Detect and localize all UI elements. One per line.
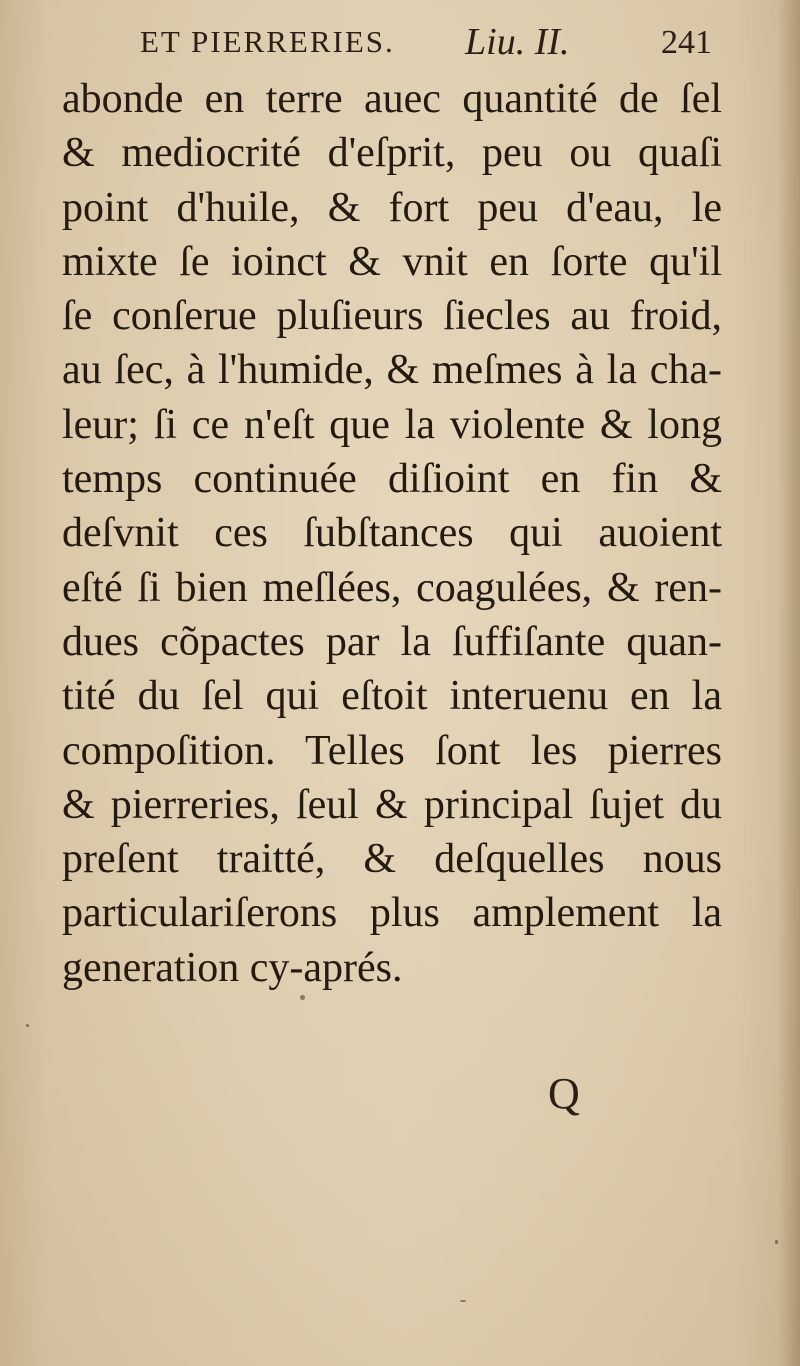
text-line: dues cõpactes par la ſuffiſante quan-	[62, 618, 722, 665]
text-line: deſvnit ces ſubſtances qui auoient	[62, 510, 722, 557]
text-line: mixte ſe ioinct & vnit en ſorte qu'il	[62, 238, 722, 285]
body-text	[62, 72, 722, 995]
page-edge-shadow	[778, 0, 800, 1366]
text-line: & mediocrité d'eſprit, peu ou quaſi	[62, 130, 722, 177]
paper-speck	[300, 995, 305, 1000]
paper-speck	[26, 1024, 29, 1027]
text-line: point d'huile, & fort peu d'eau, le	[62, 184, 722, 231]
text-line: preſent traitté, & deſquelles nous	[62, 836, 722, 883]
text-line: leur; ſi ce n'eſt que la violente & long	[62, 401, 722, 448]
paper-speck	[775, 1240, 778, 1244]
book-reference: Liu. II.	[465, 21, 570, 63]
text-line: abonde en terre auec quantité de ſel	[62, 76, 722, 122]
text-line: tité du ſel qui eſtoit interuenu en la	[62, 673, 722, 720]
text-line: au ſec, à l'humide, & meſmes à la cha-	[62, 347, 722, 394]
text-line: particulariſerons plus amplement la	[62, 890, 722, 937]
text-line: & pierreries, ſeul & principal ſujet du	[62, 781, 722, 828]
text-line-last: generation cy-aprés.	[62, 944, 403, 991]
text-line: temps continuée diſioint en fin &	[62, 456, 722, 503]
signature-mark: Q	[548, 1069, 580, 1118]
paper-speck	[460, 1300, 466, 1302]
text-line: ſe conſerue pluſieurs ſiecles au froid,	[62, 293, 722, 340]
running-title: ET PIERRERIES.	[140, 24, 395, 59]
page-header	[140, 18, 720, 68]
page-number: 241	[661, 24, 712, 61]
text-line: compoſition. Telles ſont les pierres	[62, 727, 722, 774]
text-line: eſté ſi bien meſlées, coagulées, & ren-	[62, 564, 722, 611]
